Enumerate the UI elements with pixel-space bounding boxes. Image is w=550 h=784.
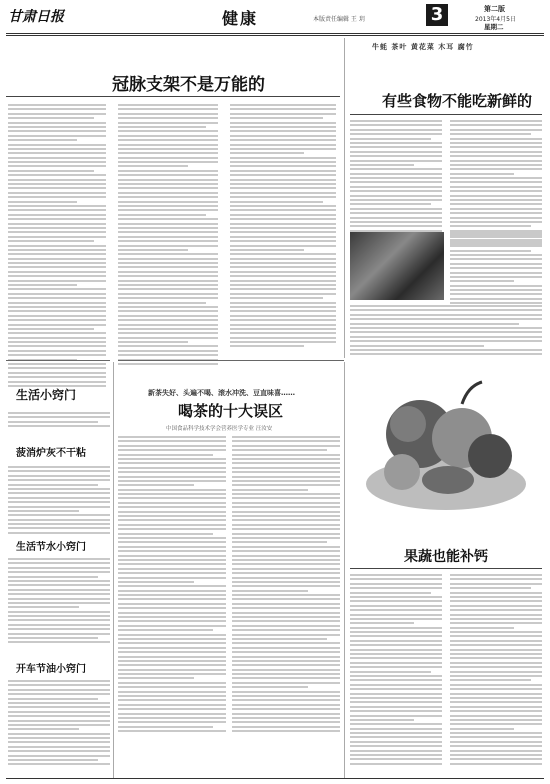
food-article-title: 有些食物不能吃新鲜的 xyxy=(382,92,533,110)
sidebar-top-rule xyxy=(6,360,110,361)
tea-article-kicker: 新茶失好、头遍不喝、滚水冲洗、豆直味喜…… xyxy=(148,389,295,397)
sidebar-divider xyxy=(113,362,114,778)
veg-article-col1 xyxy=(350,574,442,767)
masthead-rule-2 xyxy=(6,35,544,36)
veg-article-title: 果蔬也能补钙 xyxy=(404,549,488,565)
main-article-col3 xyxy=(230,104,336,350)
sidebar-tip2-title: 生活节水小窍门 xyxy=(16,542,86,553)
editors-line: 本版责任编辑 王 玥 xyxy=(313,16,365,23)
tea-article-col1 xyxy=(118,436,226,735)
main-article-col1 xyxy=(8,104,106,389)
food-title-rule xyxy=(350,114,542,115)
veg-title-rule xyxy=(350,568,542,569)
tea-article-col2 xyxy=(232,436,340,735)
masthead-rule xyxy=(6,33,544,34)
page-bottom-rule xyxy=(6,778,544,779)
sidebar-title: 生活小窍门 xyxy=(16,388,77,402)
food-article-col1 xyxy=(350,120,442,247)
weekday-label: 星期二 xyxy=(484,23,504,31)
tea-article-byline: 中国食品科学技术学会营养医学专业 汪汝安 xyxy=(166,426,273,432)
veg-article-col2 xyxy=(450,574,542,767)
page-number-badge xyxy=(426,4,448,26)
tea-right-divider xyxy=(344,362,345,778)
food-article-byline: 牛蚝 茶叶 黄花菜 木耳 腐竹 xyxy=(372,43,474,51)
sidebar-intro xyxy=(8,412,110,430)
sidebar-tip2-body xyxy=(8,558,110,646)
page-number: 3 xyxy=(430,4,444,25)
main-article-col2 xyxy=(118,104,218,367)
vegetables-illustration xyxy=(350,364,542,524)
sidebar-tip3-title: 开车节油小窍门 xyxy=(16,664,86,675)
main-title-rule xyxy=(6,96,340,97)
food-photo xyxy=(350,232,444,300)
main-article-title: 冠脉支架不是万能的 xyxy=(112,75,265,95)
tea-article-title: 喝茶的十大误区 xyxy=(178,402,284,420)
sidebar-tip1-body xyxy=(8,466,110,536)
food-article-col2 xyxy=(450,120,542,247)
sidebar-tip3-body xyxy=(8,680,110,768)
main-right-divider xyxy=(344,38,345,358)
sidebar-tip1-title: 菠消炉灰不干粘 xyxy=(16,448,86,459)
food-article-col3 xyxy=(350,305,542,358)
veg-photo xyxy=(350,364,542,524)
section-title: 健康 xyxy=(222,9,259,28)
edition-label: 第二版 xyxy=(484,5,505,13)
date-label: 2013年4月5日 xyxy=(475,16,516,23)
food-photo-caption xyxy=(450,232,542,307)
masthead-logo: 甘肃日报 xyxy=(8,9,64,25)
tea-top-rule xyxy=(118,360,344,361)
